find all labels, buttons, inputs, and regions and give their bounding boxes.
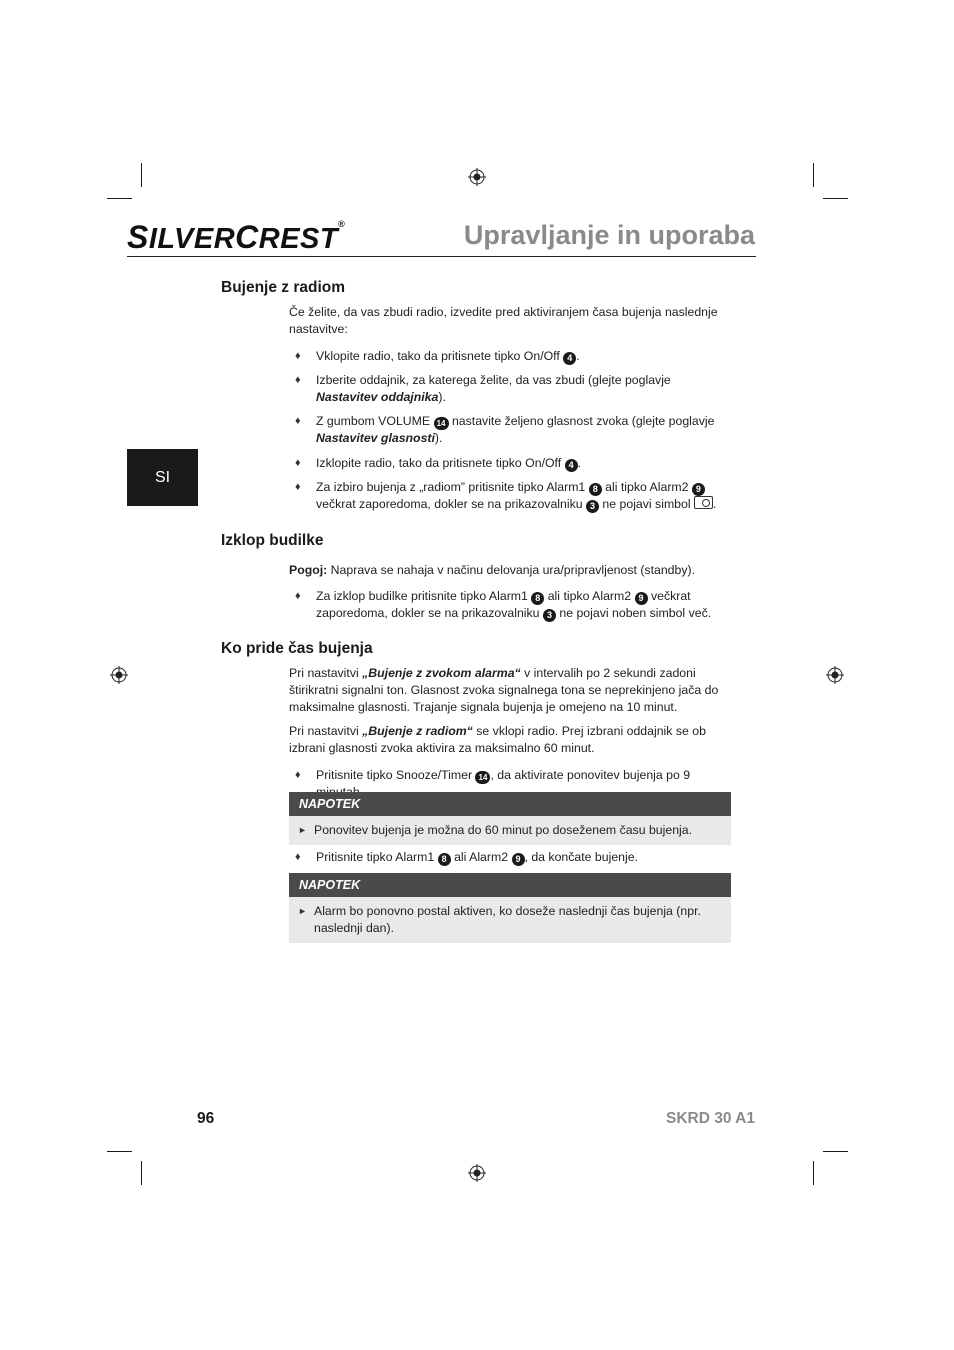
list-item: ♦ Za izbiro bujenja z „radiom” pritisnite tipko Alarm1 8 ali tipko Alarm2 9 večkrat zaporedoma, dokler se na prikazovalniku 3 ne pojavi simbol . — [295, 480, 717, 511]
list-item: ♦ Z gumbom VOLUME 14 nastavite željeno glasnost zvoka (glejte poglavje Nastavitev glasnosti). — [295, 414, 715, 445]
list-item: ♦ Za izklop budilke pritisnite tipko Alarm1 8 ali tipko Alarm2 9 večkrat zaporedoma, dokler se na prikazovalniku 3 ne pojavi noben simbol več. — [295, 589, 712, 620]
list-item: ♦ Pritisnite tipko Snooze/Timer 14 , da aktivirate ponovitev bujenja po 9 — [295, 768, 691, 782]
language-tab: SI — [127, 449, 198, 506]
crop-mark — [141, 163, 142, 187]
note-header: NAPOTEK — [289, 873, 731, 897]
crop-mark — [813, 163, 814, 187]
note-body: ► Alarm bo ponovno postal aktiven, ko doseže naslednji čas bujenja (npr. naslednji dan). — [289, 897, 731, 943]
note-header: NAPOTEK — [289, 792, 731, 816]
list-item: ♦ Izberite oddajnik, za katerega želite, da vas zbudi (glejte poglavje Nastavitev oddajnika). — [295, 373, 671, 404]
registration-mark-icon — [468, 168, 486, 186]
model-number: SKRD 30 A1 — [665, 1110, 755, 1127]
radio-symbol-icon — [694, 496, 713, 509]
crop-mark — [823, 198, 848, 199]
registration-mark-icon — [110, 666, 128, 684]
diamond-bullet-icon: ♦ — [295, 590, 301, 602]
callout-number: 9 — [692, 483, 705, 496]
section-heading: Bujenje z radiom — [221, 279, 346, 296]
crop-mark — [823, 1151, 848, 1152]
callout-number: 4 — [563, 352, 576, 365]
callout-number: 3 — [586, 500, 599, 513]
diamond-bullet-icon: ♦ — [295, 350, 301, 362]
list-item: ♦ Pritisnite tipko Alarm1 8 ali Alarm2 9 , da končate bujenje. — [295, 850, 638, 864]
diamond-bullet-icon: ♦ — [295, 415, 301, 427]
crop-mark — [813, 1161, 814, 1185]
arrow-right-icon: ► — [298, 825, 307, 835]
callout-number: 8 — [589, 483, 602, 496]
paragraph: Pri nastavitvi „Bujenje z zvokom alarma“ v intervalih po 2 sekundi zadoni štirikratni signalni ton. Glasnost zvoka signalnega tona se neprekinjeno jača do maksimalne glasnosti. Trajanje signala bujenja je omejeno na 10 minut. — [289, 666, 719, 714]
callout-number: 3 — [543, 609, 556, 622]
paragraph: Če želite, da vas zbudi radio, izvedite pred aktiviranjem časa bujenja naslednje nastavitve: — [289, 305, 718, 336]
callout-number: 8 — [438, 853, 451, 866]
section-heading: Ko pride čas bujenja — [221, 640, 373, 657]
callout-number: 9 — [512, 853, 525, 866]
crop-mark — [141, 1161, 142, 1185]
diamond-bullet-icon: ♦ — [295, 374, 301, 386]
crop-mark — [107, 1151, 132, 1152]
page-title: Upravljanje in uporaba — [463, 220, 755, 250]
callout-number: 14 — [434, 417, 449, 430]
diamond-bullet-icon: ♦ — [295, 851, 301, 863]
brand-logo: SILVERCREST® — [127, 219, 346, 255]
registration-mark-icon — [468, 1164, 486, 1182]
diamond-bullet-icon: ♦ — [295, 481, 301, 493]
header-divider — [127, 256, 756, 257]
paragraph: Pri nastavitvi „Bujenje z radiom“ se vklopi radio. Prej izbrani oddajnik se ob izbrani glasnosti zvoka aktivira za maksimalno 60 minut. — [289, 724, 706, 755]
diamond-bullet-icon: ♦ — [295, 457, 301, 469]
section-heading: Izklop budilke — [221, 532, 324, 549]
callout-number: 4 — [565, 459, 578, 472]
callout-number: 14 — [475, 771, 490, 784]
crop-mark — [107, 198, 132, 199]
arrow-right-icon: ► — [298, 906, 307, 916]
diamond-bullet-icon: ♦ — [295, 769, 301, 781]
page-number: 96 — [197, 1110, 215, 1127]
callout-number: 9 — [635, 592, 648, 605]
paragraph: Pogoj: Naprava se nahaja v načinu delovanja ura/pripravljenost (standby). — [289, 563, 696, 577]
list-item: ♦ Vklopite radio, tako da pritisnete tipko On/Off 4 . — [295, 349, 580, 363]
list-item: ♦ Izklopite radio, tako da pritisnete tipko On/Off 4 . — [295, 456, 582, 470]
callout-number: 8 — [531, 592, 544, 605]
note-body: ► Ponovitev bujenja je možna do 60 minut po doseženem času bujenja. — [289, 816, 731, 845]
registration-mark-icon — [826, 666, 844, 684]
